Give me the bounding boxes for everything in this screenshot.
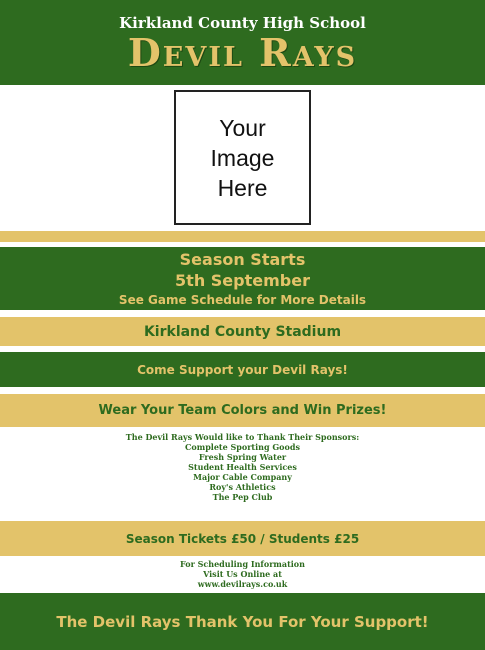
support-message: Come Support your Devil Rays! — [137, 362, 348, 377]
sponsor-item: Major Cable Company — [193, 472, 292, 482]
footer-message: The Devil Rays Thank You For Your Support! — [56, 612, 429, 631]
sponsor-item: The Pep Club — [212, 492, 273, 502]
image-placeholder-text — [198, 113, 288, 203]
team-name: Devil Rays — [127, 29, 358, 75]
school-name: Kirkland County High School — [119, 13, 366, 32]
support-band — [0, 352, 485, 387]
info-block — [0, 559, 485, 589]
gold-divider — [0, 231, 485, 242]
season-band — [0, 247, 485, 310]
tickets-band — [0, 521, 485, 556]
sponsor-item: Fresh Spring Water — [198, 452, 287, 462]
sponsors-list — [0, 432, 485, 502]
header-band — [0, 0, 485, 85]
sponsor-item: Complete Sporting Goods — [185, 442, 300, 452]
stadium-band — [0, 317, 485, 346]
prizes-message: Wear Your Team Colors and Win Prizes! — [98, 403, 387, 418]
sponsors-heading: The Devil Rays Would like to Thank Their Sponsors: — [125, 432, 360, 442]
info-line: For Scheduling Information — [180, 559, 305, 569]
stadium-name: Kirkland County Stadium — [143, 323, 342, 340]
ticket-prices: Season Tickets £50 / Students £25 — [125, 531, 360, 546]
image-placeholder-line: Here — [217, 174, 268, 201]
season-start-label: Season Starts — [179, 249, 306, 269]
footer-band — [0, 593, 485, 650]
sponsor-item: Student Health Services — [188, 462, 297, 472]
schedule-note: See Game Schedule for More Details — [118, 292, 367, 307]
season-start-date: 5th September — [175, 270, 310, 290]
image-placeholder[interactable] — [174, 90, 311, 225]
info-line: Visit Us Online at — [203, 569, 282, 579]
prizes-band — [0, 394, 485, 427]
sponsor-item: Roy's Athletics — [209, 482, 276, 492]
image-placeholder-line: Image — [210, 144, 275, 171]
website-link[interactable]: www.devilrays.co.uk — [197, 579, 288, 589]
image-placeholder-line: Your — [219, 114, 266, 141]
